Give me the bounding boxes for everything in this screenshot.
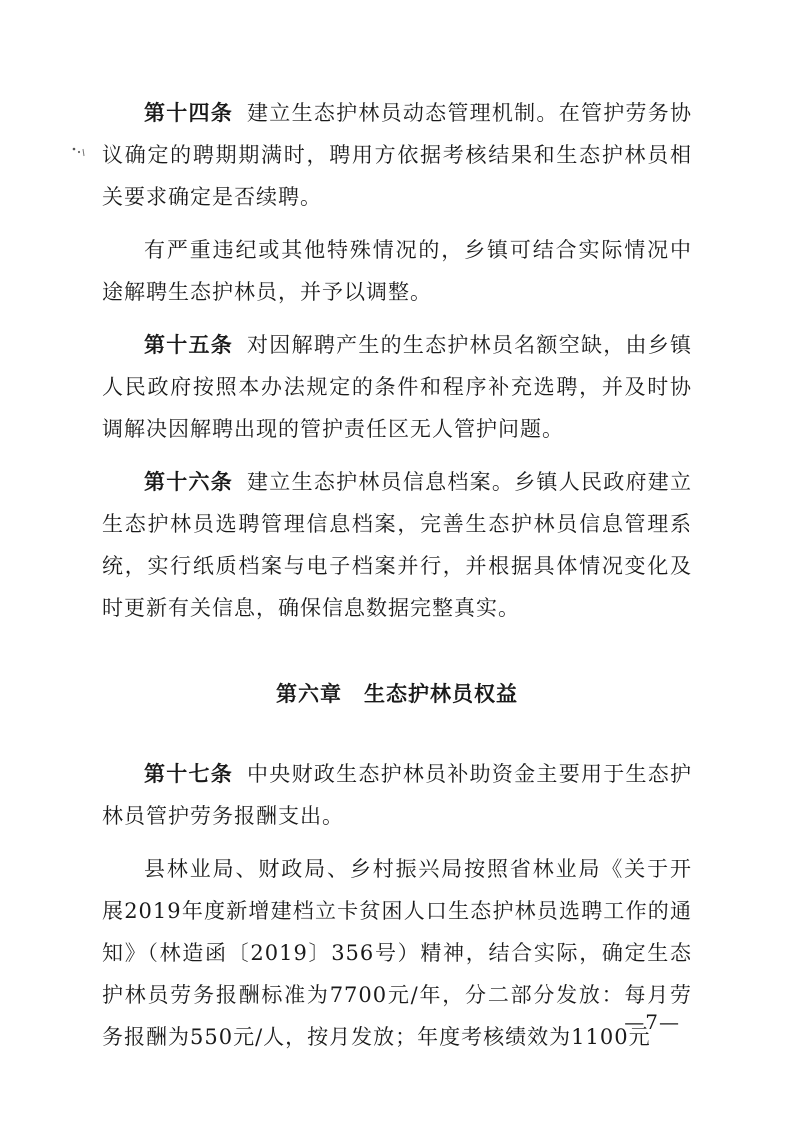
article-16-paragraph bbox=[102, 461, 692, 629]
chapter-number: 第六章 bbox=[276, 682, 342, 706]
scan-speck-icon bbox=[72, 146, 86, 158]
article-17-sub-text: 县林业局、财政局、乡村振兴局按照省林业局《关于开展2019年度新增建档立卡贫困人口生态护林员选聘工作的通知》（林造函〔2019〕356号）精神，结合实际，确定生态护林员劳务报酬标准为7700元/年，分二部分发放：每月劳务报酬为550元/人，按月发放；年度考核绩效为1100元 bbox=[102, 857, 692, 1049]
chapter-heading bbox=[102, 673, 692, 715]
article-14-sub-text: 有严重违纪或其他特殊情况的，乡镇可结合实际情况中途解聘生态护林员，并予以调整。 bbox=[102, 238, 692, 304]
article-14-sub-paragraph bbox=[102, 229, 692, 313]
article-17-text: 中央财政生态护林员补助资金主要用于生态护林员管护劳务报酬支出。 bbox=[102, 762, 693, 828]
article-15-text: 对因解聘产生的生态护林员名额空缺，由乡镇人民政府按照本办法规定的条件和程序补充选聘，并及时协调解决因解聘出现的管护责任区无人管护问题。 bbox=[102, 333, 693, 441]
article-15-paragraph bbox=[102, 324, 692, 450]
article-17-paragraph bbox=[102, 753, 692, 837]
article-17-heading: 第十七条 bbox=[144, 762, 234, 786]
article-16-text: 建立生态护林员信息档案。乡镇人民政府建立生态护林员选聘管理信息档案，完善生态护林员信息管理系统，实行纸质档案与电子档案并行，并根据具体情况变化及时更新有关信息，确保信息数据完整真实。 bbox=[102, 470, 693, 620]
article-17-sub-paragraph bbox=[102, 848, 692, 1058]
document-body bbox=[102, 92, 692, 1069]
article-16-heading: 第十六条 bbox=[144, 470, 234, 494]
page-number: —7— bbox=[624, 1010, 680, 1034]
chapter-title: 生态护林员权益 bbox=[364, 682, 518, 706]
article-15-heading: 第十五条 bbox=[144, 333, 234, 357]
article-14-text: 建立生态护林员动态管理机制。在管护劳务协议确定的聘期期满时，聘用方依据考核结果和生态护林员相关要求确定是否续聘。 bbox=[102, 101, 693, 209]
article-14-paragraph bbox=[102, 92, 692, 218]
article-14-heading: 第十四条 bbox=[144, 101, 234, 125]
